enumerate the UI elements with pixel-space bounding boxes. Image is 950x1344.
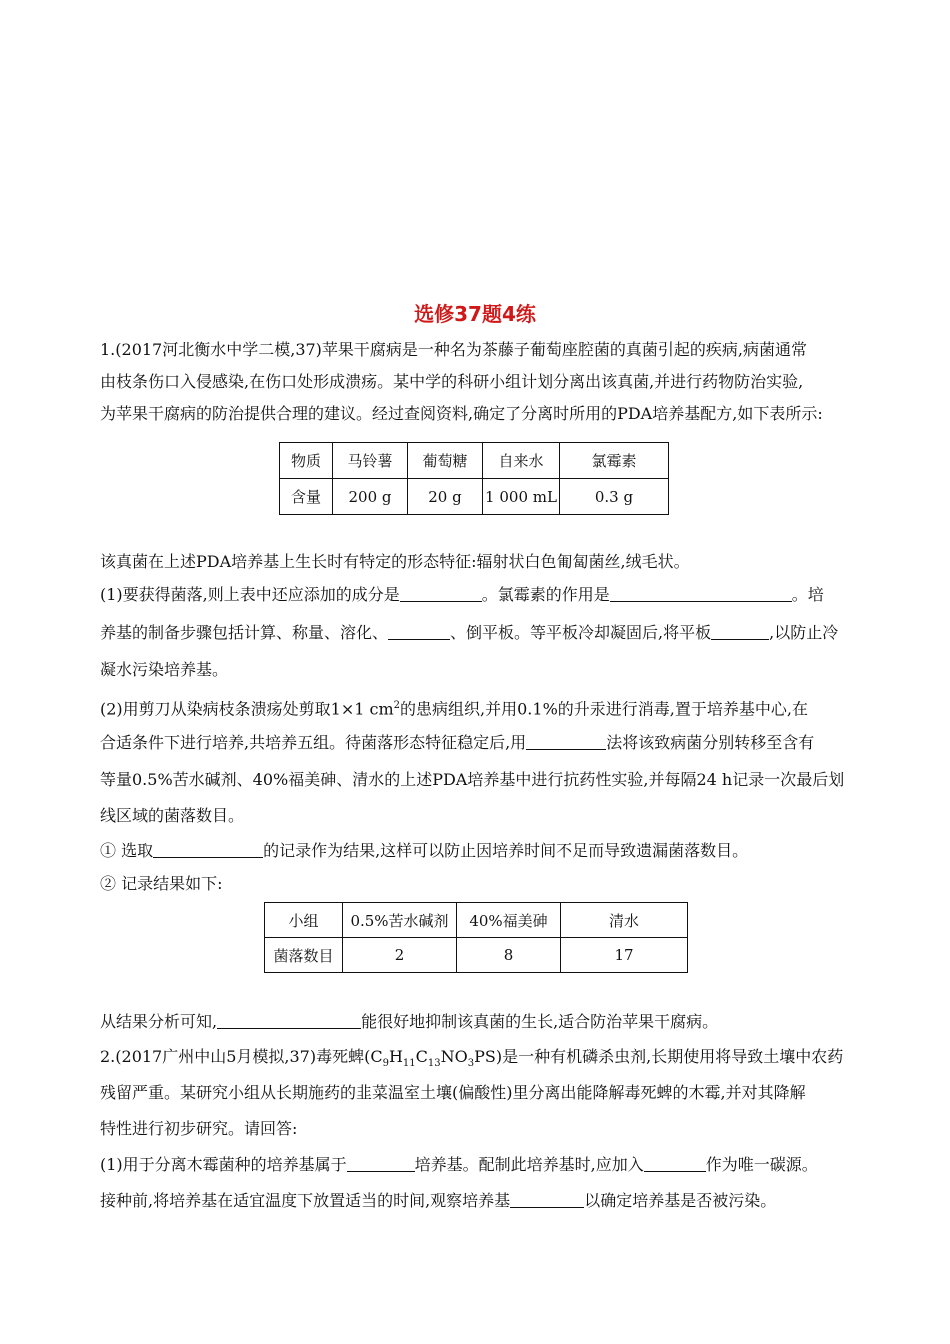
q1-part2-line — [100, 731, 856, 755]
q1-line: 1.(2017河北衡水中学二模,37)苹果干腐病是一种名为茶藤子葡萄座腔菌的真菌引起的疾病,病菌通常 — [100, 340, 808, 359]
answer-blank[interactable] — [510, 1191, 584, 1208]
text: 法将该致病菌分别转移至含有 — [606, 733, 815, 752]
answer-blank[interactable] — [610, 585, 792, 602]
subscript: 3 — [467, 1058, 475, 1070]
q2-line — [100, 1189, 856, 1213]
text: ① 选取 — [100, 841, 154, 860]
answer-blank[interactable] — [400, 585, 482, 602]
text: PS)是一种有机磷杀虫剂,长期使用将导致土壤中农药 — [474, 1047, 844, 1066]
text: 的记录作为结果,这样可以防止因培养时间不足而导致遗漏菌落数目。 — [263, 841, 749, 860]
text: 养基的制备步骤包括计算、称量、溶化、 — [100, 623, 389, 642]
text: 2.(2017广州中山5月模拟,37)毒死蜱(C — [100, 1047, 383, 1066]
subscript: 11 — [402, 1058, 416, 1070]
text: 培养基。配制此培养基时,应加入 — [414, 1155, 644, 1174]
text: 、倒平板。等平板冷却凝固后,将平板 — [450, 623, 712, 642]
text: 的患病组织,并用0.1%的升汞进行消毒,置于培养基中心,在 — [400, 699, 808, 719]
q1-line: 由枝条伤口入侵感染,在伤口处形成溃疡。某中学的科研小组计划分离出该真菌,并进行药物防治实验, — [100, 372, 804, 391]
q1-part1-line: 凝水污染培养基。 — [100, 660, 229, 679]
text: 合适条件下进行培养,共培养五组。待菌落形态特征稳定后,用 — [100, 733, 527, 752]
q1-part2-line — [100, 694, 856, 721]
text: 接种前,将培养基在适宜温度下放置适当的时间,观察培养基 — [100, 1191, 511, 1210]
answer-blank[interactable] — [217, 1012, 361, 1029]
answer-blank[interactable] — [153, 841, 263, 858]
table-cell: 1 000 mL — [483, 479, 560, 515]
table-cell: 20 g — [408, 479, 483, 515]
q1-line: 该真菌在上述PDA培养基上生长时有特定的形态特征:辐射状白色匍匐菌丝,绒毛状。 — [100, 552, 690, 571]
q1-conclusion-line — [100, 1010, 856, 1034]
subscript: 9 — [382, 1058, 389, 1070]
table-cell: 清水 — [561, 903, 688, 938]
text: (1)要获得菌落,则上表中还应添加的成分是 — [100, 585, 400, 604]
q1-item2-line: ② 记录结果如下: — [100, 874, 223, 893]
text: 以确定培养基是否被污染。 — [584, 1191, 777, 1210]
text: ,以防止冷 — [769, 623, 839, 642]
table-cell: 17 — [561, 938, 688, 973]
page-title: 选修37题4练 — [414, 302, 536, 326]
table-cell: 马铃薯 — [333, 443, 408, 479]
table-cell: 物质 — [280, 443, 333, 479]
q1-part1-line — [100, 621, 856, 645]
q1-part2-line: 线区域的菌落数目。 — [100, 806, 245, 825]
text: (1)用于分离木霉菌种的培养基属于 — [100, 1155, 347, 1174]
table-cell: 8 — [457, 938, 561, 973]
text: (2)用剪刀从染病枝条溃疡处剪取1×1 cm — [100, 699, 394, 719]
q1-item1-line — [100, 839, 856, 863]
q1-part2-line: 等量0.5%苦水碱剂、40%福美砷、清水的上述PDA培养基中进行抗药性实验,并每隔24 h记录一次最后划 — [100, 770, 845, 789]
text: 。培 — [791, 585, 824, 604]
superscript: 2 — [393, 700, 401, 711]
q2-line — [100, 1153, 856, 1177]
table-cell: 小组 — [265, 903, 343, 938]
table-cell: 菌落数目 — [265, 938, 343, 973]
results-table — [264, 902, 688, 973]
answer-blank[interactable] — [347, 1155, 415, 1172]
answer-blank[interactable] — [526, 733, 606, 750]
text: NO — [440, 1047, 468, 1066]
table-cell: 氯霉素 — [560, 443, 669, 479]
q2-line — [100, 1045, 856, 1076]
answer-blank[interactable] — [644, 1155, 706, 1172]
table-cell: 2 — [343, 938, 457, 973]
table-cell: 40%福美砷 — [457, 903, 561, 938]
q2-line: 特性进行初步研究。请回答: — [100, 1119, 298, 1138]
answer-blank[interactable] — [388, 623, 450, 640]
table-cell: 自来水 — [483, 443, 560, 479]
table-cell: 0.3 g — [560, 479, 669, 515]
text: 。氯霉素的作用是 — [481, 585, 610, 604]
q2-line: 残留严重。某研究小组从长期施药的韭菜温室土壤(偏酸性)里分离出能降解毒死蜱的木霉,并对其降解 — [100, 1083, 806, 1102]
q1-part1-line — [100, 583, 856, 607]
table-cell: 含量 — [280, 479, 333, 515]
table-cell: 0.5%苦水碱剂 — [343, 903, 457, 938]
text: 从结果分析可知, — [100, 1012, 218, 1031]
text: 能很好地抑制该真菌的生长,适合防治苹果干腐病。 — [361, 1012, 719, 1031]
q1-line: 为苹果干腐病的防治提供合理的建议。经过查阅资料,确定了分离时所用的PDA培养基配方,如下表所示: — [100, 404, 823, 423]
pda-recipe-table — [279, 442, 669, 515]
text: H — [388, 1047, 403, 1066]
text: C — [415, 1047, 428, 1066]
answer-blank[interactable] — [711, 623, 769, 640]
table-cell: 200 g — [333, 479, 408, 515]
table-cell: 葡萄糖 — [408, 443, 483, 479]
subscript: 13 — [427, 1058, 441, 1070]
text: 作为唯一碳源。 — [705, 1155, 818, 1174]
